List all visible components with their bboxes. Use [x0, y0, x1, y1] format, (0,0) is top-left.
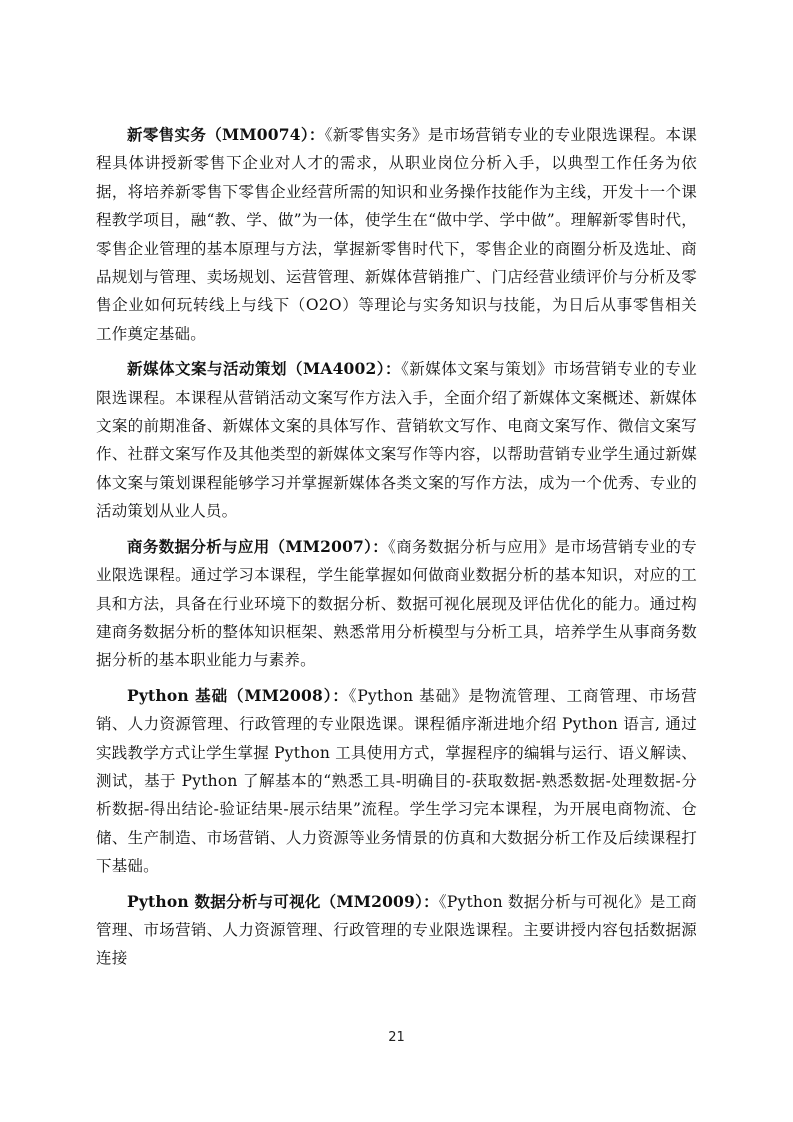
course-paragraph-python-visualization	[96, 888, 697, 973]
document-body	[96, 121, 697, 980]
page-number: 21	[388, 1030, 405, 1045]
course-description: 《Python 基础》是物流管理、工商管理、市场营销、人力资源管理、行政管理的专业限选课。课程循序渐进地介绍 Python 语言, 通过实践教学方式让学生掌握 Python 工具使用方式，掌握程序的编辑与运行、语义解读、测试，基于 Python 了解基本的“熟悉工具-明确目的-获取数据-熟悉数据-处理数据-分析数据-得出结论-验证结果-展示结果”流程。学生学习完本课程，为开展电商物流、仓储、生产制造、市场营销、人力资源等业务情景的仿真和大数据分析工作及后续课程打下基础。	[96, 686, 697, 876]
course-description: 《Python 数据分析与可视化》是工商管理、市场营销、人力资源管理、行政管理的专业限选课程。主要讲授内容包括数据源连接	[96, 892, 697, 968]
course-description: 《新零售实务》是市场营销专业的专业限选课程。本课程具体讲授新零售下企业对人才的需求，从职业岗位分析入手，以典型工作任务为依据，将培养新零售下零售企业经营所需的知识和业务操作技能作为主线，开发十一个课程教学项目，融“教、学、做”为一体，使学生在“做中学、学中做”。理解新零售时代，零售企业管理的基本原理与方法，掌握新零售时代下，零售企业的商圈分析及选址、商品规划与管理、卖场规划、运营管理、新媒体营销推广、门店经营业绩评价与分析及零售企业如何玩转线上与线下（O2O）等理论与实务知识与技能，为日后从事零售相关工作奠定基础。	[96, 126, 697, 343]
course-paragraph-python-basics	[96, 682, 697, 881]
course-heading: 新媒体文案与活动策划（MA4002）：	[127, 359, 402, 379]
course-paragraph-new-retail	[96, 121, 697, 348]
course-paragraph-new-media-copywriting	[96, 355, 697, 525]
course-heading: 商务数据分析与应用（MM2007）：	[127, 536, 389, 556]
course-heading: Python 数据分析与可视化（MM2009）：	[127, 891, 439, 911]
course-description: 《商务数据分析与应用》是市场营销专业的专业限选课程。通过学习本课程，学生能掌握如何做商业数据分析的基本知识，对应的工具和方法，具备在行业环境下的数据分析、数据可视化展现及评估优化的能力。通过构建商务数据分析的整体知识框架、熟悉常用分析模型与分析工具，培养学生从事商务数据分析的基本职业能力与素养。	[96, 537, 697, 670]
course-heading: Python 基础（MM2008）：	[127, 685, 349, 705]
course-description: 《新媒体文案与策划》市场营销专业的专业限选课程。本课程从营销活动文案写作方法入手，全面介绍了新媒体文案概述、新媒体文案的前期准备、新媒体文案的具体写作、营销软文写作、电商文案写作、微信文案写作、社群文案写作及其他类型的新媒体文案写作等内容，以帮助营销专业学生通过新媒体文案与策划课程能够学习并掌握新媒体各类文案的写作方法，成为一个优秀、专业的活动策划从业人员。	[96, 360, 697, 521]
course-heading: 新零售实务（MM0074）：	[127, 125, 325, 144]
course-paragraph-business-data-analysis	[96, 533, 697, 675]
